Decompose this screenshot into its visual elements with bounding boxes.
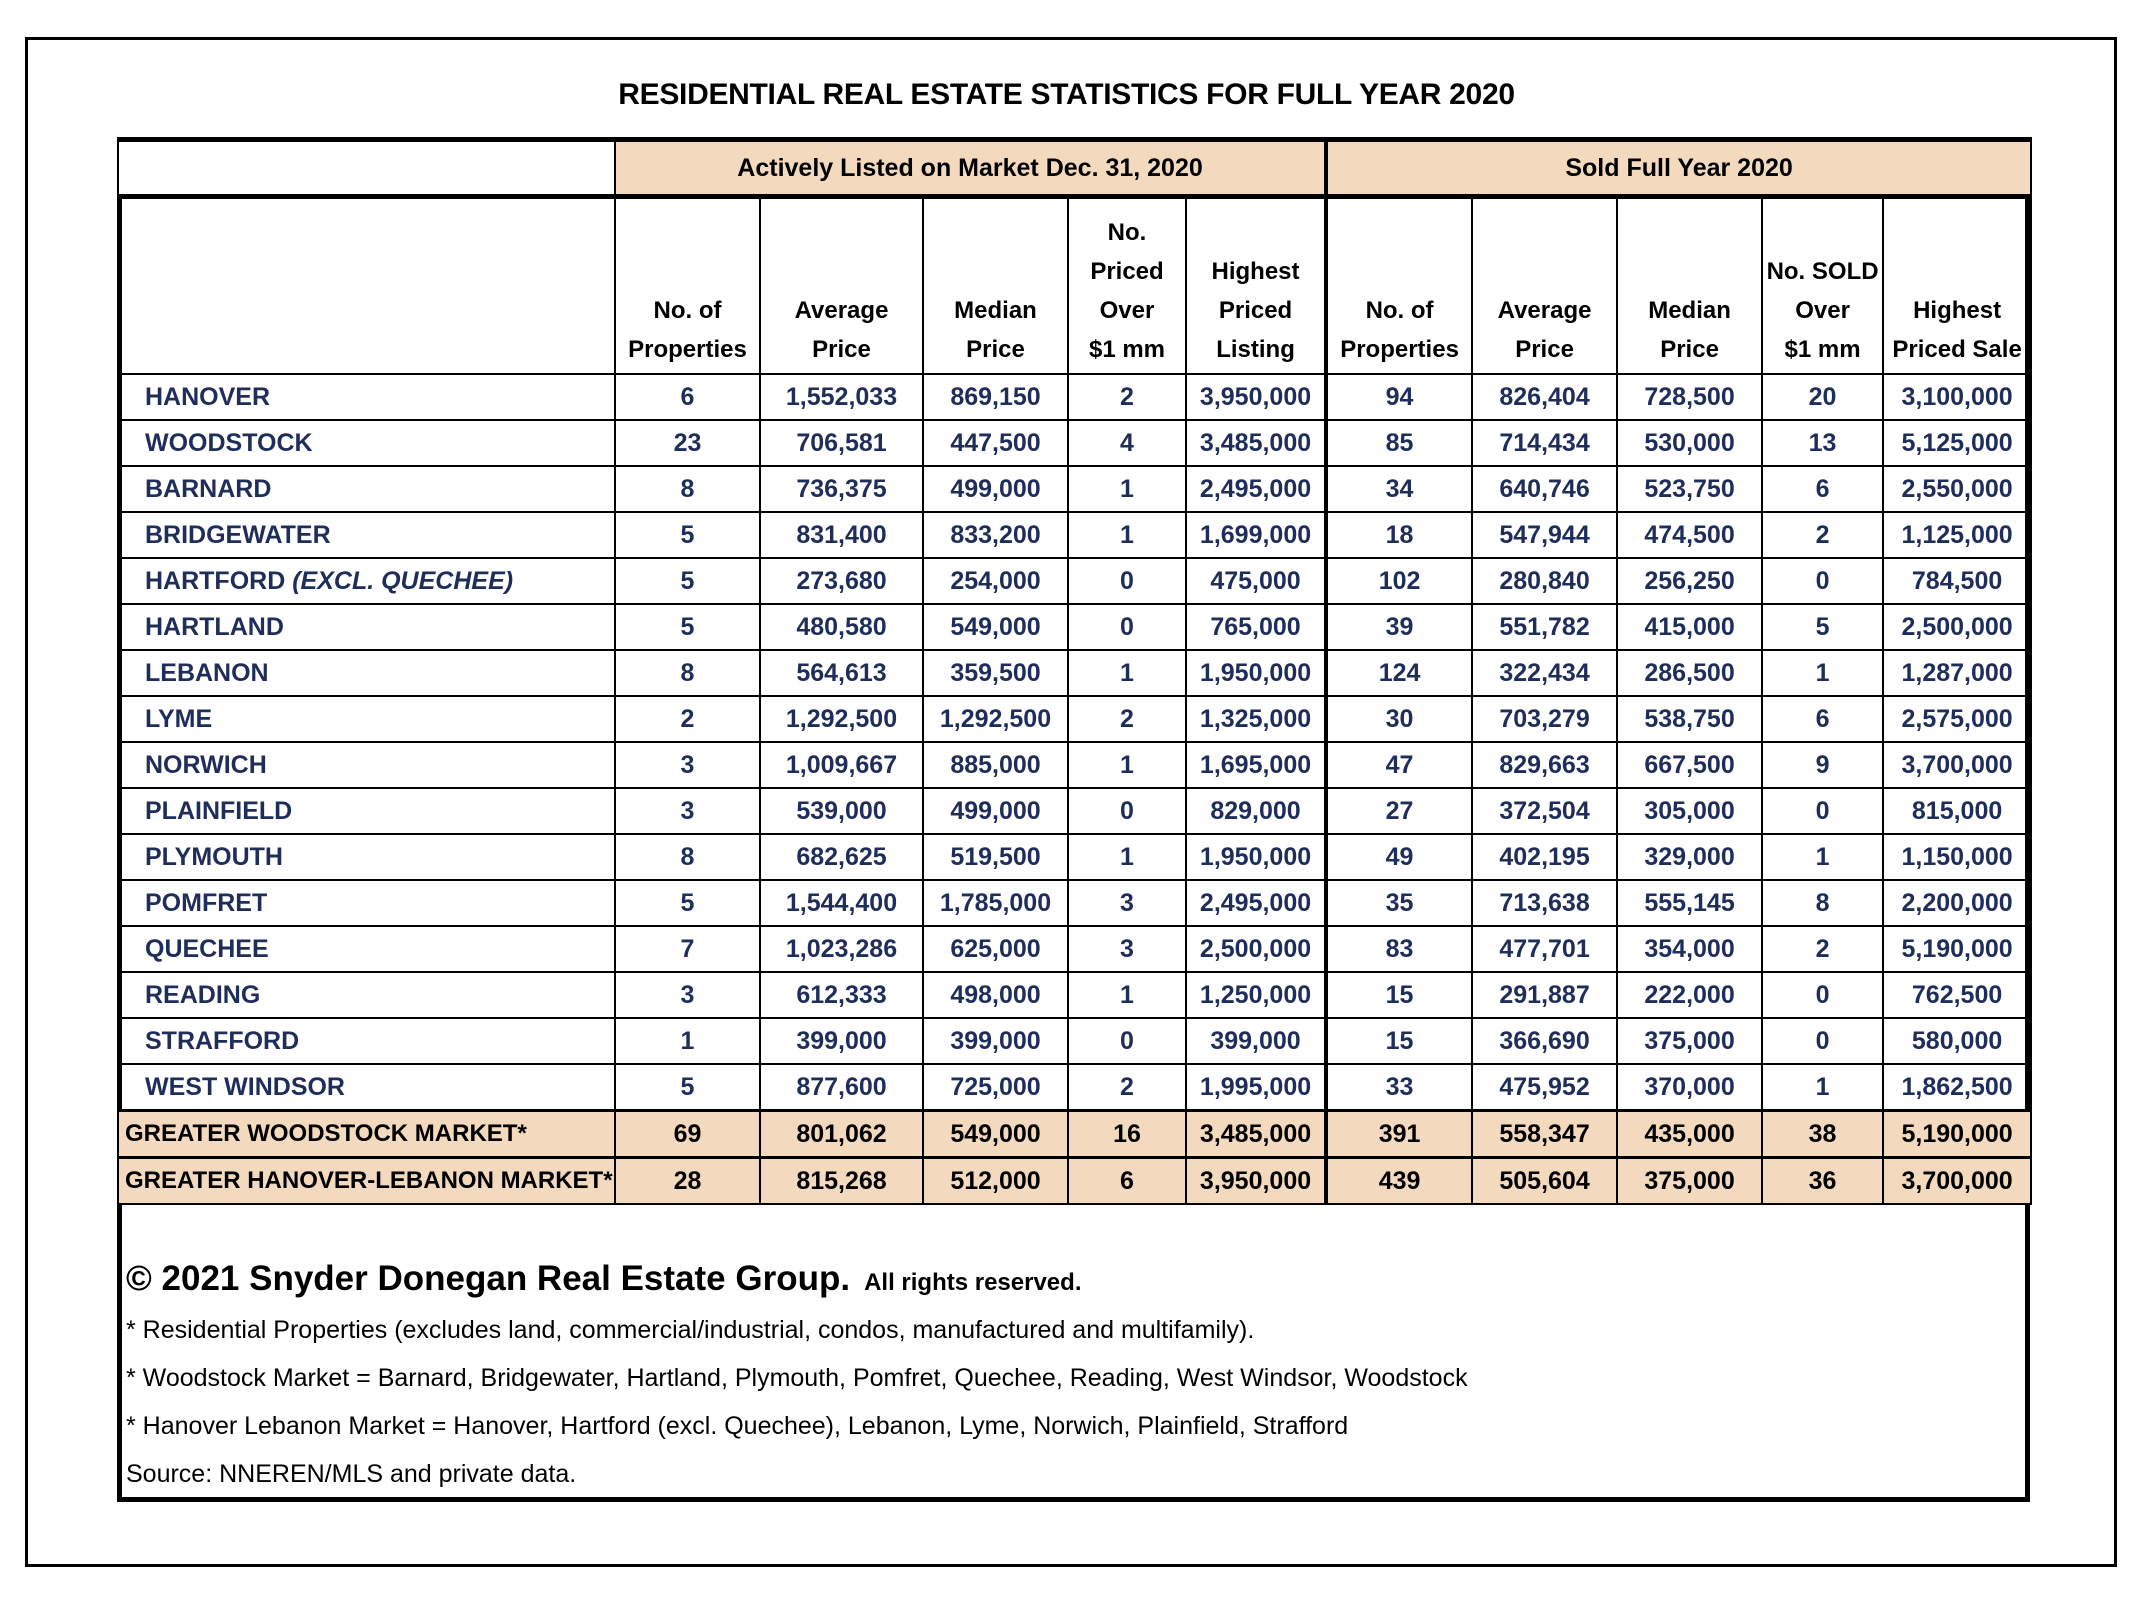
value-cell-a-med: 254,000 bbox=[923, 558, 1068, 604]
value-cell-s-high: 762,500 bbox=[1883, 972, 2031, 1018]
value-cell-s-high: 2,500,000 bbox=[1883, 604, 2031, 650]
value-cell-a-high: 1,695,000 bbox=[1186, 742, 1326, 788]
town-name-cell bbox=[118, 1064, 615, 1111]
value-cell-s-avg: 551,782 bbox=[1472, 604, 1617, 650]
value-cell-s-avg: 713,638 bbox=[1472, 880, 1617, 926]
document-title: RESIDENTIAL REAL ESTATE STATISTICS FOR FULL YEAR 2020 bbox=[618, 78, 1515, 111]
value-cell-a-med: 1,292,500 bbox=[923, 696, 1068, 742]
value-cell-s-props: 15 bbox=[1326, 972, 1472, 1018]
value-cell-s-avg: 829,663 bbox=[1472, 742, 1617, 788]
town-name: POMFRET bbox=[145, 888, 268, 917]
value-cell-s-high: 784,500 bbox=[1883, 558, 2031, 604]
town-note: (EXCL. QUECHEE) bbox=[292, 566, 514, 595]
value-cell-a-props: 5 bbox=[615, 880, 760, 926]
value-cell-s-med: 530,000 bbox=[1617, 420, 1762, 466]
town-name: HARTFORD bbox=[145, 566, 293, 595]
value-cell-a-props: 3 bbox=[615, 972, 760, 1018]
column-header-line: No. of bbox=[1365, 297, 1434, 324]
table-row bbox=[118, 788, 2031, 834]
value-cell-s-avg: 640,746 bbox=[1472, 466, 1617, 512]
value-cell-s-props: 94 bbox=[1326, 374, 1472, 420]
column-header-line: Median bbox=[1648, 297, 1731, 324]
town-name-cell bbox=[118, 696, 615, 742]
value-cell-s-over: 0 bbox=[1762, 972, 1883, 1018]
value-cell-s-avg: 475,952 bbox=[1472, 1064, 1617, 1111]
value-cell-s-high: 5,190,000 bbox=[1883, 926, 2031, 972]
value-cell-s-over: 1 bbox=[1762, 1064, 1883, 1111]
value-cell-a-med: 512,000 bbox=[923, 1158, 1068, 1205]
value-cell-s-props: 27 bbox=[1326, 788, 1472, 834]
value-cell-a-high: 765,000 bbox=[1186, 604, 1326, 650]
value-cell-a-high: 2,495,000 bbox=[1186, 466, 1326, 512]
value-cell-s-high: 2,575,000 bbox=[1883, 696, 2031, 742]
copyright-text: © 2021 Snyder Donegan Real Estate Group. bbox=[126, 1259, 851, 1298]
value-cell-s-props: 83 bbox=[1326, 926, 1472, 972]
value-cell-a-avg: 612,333 bbox=[760, 972, 923, 1018]
value-cell-s-props: 35 bbox=[1326, 880, 1472, 926]
value-cell-s-props: 15 bbox=[1326, 1018, 1472, 1064]
value-cell-s-high: 1,150,000 bbox=[1883, 834, 2031, 880]
town-name: GREATER HANOVER-LEBANON MARKET* bbox=[125, 1167, 613, 1194]
value-cell-s-avg: 372,504 bbox=[1472, 788, 1617, 834]
column-header-s-avg bbox=[1472, 197, 1617, 375]
town-name-cell bbox=[118, 420, 615, 466]
column-header-line: Average bbox=[794, 297, 889, 324]
table-row bbox=[118, 742, 2031, 788]
value-cell-s-over: 2 bbox=[1762, 926, 1883, 972]
value-cell-a-over: 2 bbox=[1068, 696, 1186, 742]
town-name: BARNARD bbox=[145, 474, 272, 503]
value-cell-s-props: 439 bbox=[1326, 1158, 1472, 1205]
value-cell-a-props: 3 bbox=[615, 788, 760, 834]
town-name-cell bbox=[118, 926, 615, 972]
table-row bbox=[118, 512, 2031, 558]
column-header-line: Priced bbox=[1090, 258, 1164, 285]
value-cell-a-over: 1 bbox=[1068, 512, 1186, 558]
value-cell-s-over: 0 bbox=[1762, 1018, 1883, 1064]
value-cell-a-props: 69 bbox=[615, 1111, 760, 1158]
value-cell-s-med: 354,000 bbox=[1617, 926, 1762, 972]
town-name-cell bbox=[118, 558, 615, 604]
value-cell-a-high: 3,485,000 bbox=[1186, 420, 1326, 466]
value-cell-a-high: 3,950,000 bbox=[1186, 1158, 1326, 1205]
value-cell-s-med: 256,250 bbox=[1617, 558, 1762, 604]
group-header-sold: Sold Full Year 2020 bbox=[1326, 140, 2031, 197]
value-cell-a-avg: 1,292,500 bbox=[760, 696, 923, 742]
value-cell-a-med: 499,000 bbox=[923, 788, 1068, 834]
value-cell-a-avg: 831,400 bbox=[760, 512, 923, 558]
footer bbox=[126, 1252, 2006, 1498]
column-header-line: Over bbox=[1099, 297, 1155, 324]
value-cell-a-med: 519,500 bbox=[923, 834, 1068, 880]
column-header-line: Properties bbox=[628, 336, 747, 363]
value-cell-s-med: 474,500 bbox=[1617, 512, 1762, 558]
value-cell-a-med: 885,000 bbox=[923, 742, 1068, 788]
value-cell-a-med: 447,500 bbox=[923, 420, 1068, 466]
value-cell-a-avg: 815,268 bbox=[760, 1158, 923, 1205]
value-cell-a-avg: 480,580 bbox=[760, 604, 923, 650]
value-cell-a-over: 1 bbox=[1068, 742, 1186, 788]
value-cell-a-high: 1,250,000 bbox=[1186, 972, 1326, 1018]
value-cell-a-avg: 1,544,400 bbox=[760, 880, 923, 926]
value-cell-s-avg: 477,701 bbox=[1472, 926, 1617, 972]
group-header-blank bbox=[118, 140, 615, 197]
column-header-s-high bbox=[1883, 197, 2031, 375]
value-cell-a-props: 8 bbox=[615, 650, 760, 696]
value-cell-s-props: 391 bbox=[1326, 1111, 1472, 1158]
table-row bbox=[118, 1064, 2031, 1111]
value-cell-s-avg: 366,690 bbox=[1472, 1018, 1617, 1064]
value-cell-s-high: 1,862,500 bbox=[1883, 1064, 2031, 1111]
statistics-table bbox=[117, 137, 2032, 1205]
value-cell-a-high: 1,950,000 bbox=[1186, 650, 1326, 696]
value-cell-s-med: 728,500 bbox=[1617, 374, 1762, 420]
value-cell-s-high: 580,000 bbox=[1883, 1018, 2031, 1064]
town-name: WEST WINDSOR bbox=[145, 1072, 345, 1101]
town-name: LEBANON bbox=[145, 658, 269, 687]
value-cell-a-over: 6 bbox=[1068, 1158, 1186, 1205]
value-cell-a-props: 5 bbox=[615, 604, 760, 650]
value-cell-s-over: 36 bbox=[1762, 1158, 1883, 1205]
value-cell-s-over: 6 bbox=[1762, 696, 1883, 742]
value-cell-s-med: 375,000 bbox=[1617, 1018, 1762, 1064]
value-cell-a-avg: 273,680 bbox=[760, 558, 923, 604]
column-header-a-over bbox=[1068, 197, 1186, 375]
value-cell-s-high: 2,200,000 bbox=[1883, 880, 2031, 926]
value-cell-a-over: 1 bbox=[1068, 466, 1186, 512]
value-cell-a-over: 4 bbox=[1068, 420, 1186, 466]
value-cell-s-props: 34 bbox=[1326, 466, 1472, 512]
value-cell-s-med: 370,000 bbox=[1617, 1064, 1762, 1111]
footnote-source: Source: NNEREN/MLS and private data. bbox=[126, 1460, 577, 1488]
town-name-cell bbox=[118, 604, 615, 650]
value-cell-a-avg: 877,600 bbox=[760, 1064, 923, 1111]
town-name-cell bbox=[118, 834, 615, 880]
column-header-a-avg bbox=[760, 197, 923, 375]
column-header-line: Highest bbox=[1211, 258, 1300, 285]
value-cell-a-props: 5 bbox=[615, 512, 760, 558]
value-cell-s-high: 1,287,000 bbox=[1883, 650, 2031, 696]
total-row bbox=[118, 1111, 2031, 1158]
value-cell-s-over: 0 bbox=[1762, 788, 1883, 834]
value-cell-s-over: 0 bbox=[1762, 558, 1883, 604]
column-header-line: Median bbox=[954, 297, 1037, 324]
value-cell-a-avg: 1,023,286 bbox=[760, 926, 923, 972]
value-cell-s-avg: 714,434 bbox=[1472, 420, 1617, 466]
town-name: QUECHEE bbox=[145, 934, 269, 963]
table-row bbox=[118, 650, 2031, 696]
value-cell-s-props: 49 bbox=[1326, 834, 1472, 880]
town-name: STRAFFORD bbox=[145, 1026, 300, 1055]
value-cell-s-avg: 280,840 bbox=[1472, 558, 1617, 604]
value-cell-a-props: 3 bbox=[615, 742, 760, 788]
town-name-cell bbox=[118, 512, 615, 558]
value-cell-s-med: 555,145 bbox=[1617, 880, 1762, 926]
table-row bbox=[118, 696, 2031, 742]
table-row bbox=[118, 1018, 2031, 1064]
value-cell-s-med: 667,500 bbox=[1617, 742, 1762, 788]
column-header-row bbox=[118, 197, 2031, 375]
value-cell-s-high: 3,100,000 bbox=[1883, 374, 2031, 420]
table-body bbox=[118, 374, 2031, 1204]
column-header-line: Price bbox=[966, 336, 1025, 363]
table-row bbox=[118, 972, 2031, 1018]
value-cell-s-props: 85 bbox=[1326, 420, 1472, 466]
value-cell-a-high: 3,950,000 bbox=[1186, 374, 1326, 420]
value-cell-a-high: 1,950,000 bbox=[1186, 834, 1326, 880]
value-cell-a-high: 2,495,000 bbox=[1186, 880, 1326, 926]
value-cell-s-props: 18 bbox=[1326, 512, 1472, 558]
value-cell-a-props: 23 bbox=[615, 420, 760, 466]
column-header-a-props bbox=[615, 197, 760, 375]
footnote-hanover-lebanon-market: * Hanover Lebanon Market = Hanover, Hartford (excl. Quechee), Lebanon, Lyme, Norwich, Plainfield, Strafford bbox=[126, 1412, 1349, 1440]
value-cell-a-med: 549,000 bbox=[923, 1111, 1068, 1158]
value-cell-s-avg: 505,604 bbox=[1472, 1158, 1617, 1205]
group-header-active: Actively Listed on Market Dec. 31, 2020 bbox=[615, 140, 1326, 197]
value-cell-s-props: 124 bbox=[1326, 650, 1472, 696]
value-cell-s-over: 38 bbox=[1762, 1111, 1883, 1158]
value-cell-a-high: 1,325,000 bbox=[1186, 696, 1326, 742]
value-cell-s-high: 815,000 bbox=[1883, 788, 2031, 834]
value-cell-s-over: 1 bbox=[1762, 834, 1883, 880]
column-header-line: Average bbox=[1497, 297, 1592, 324]
value-cell-a-over: 0 bbox=[1068, 558, 1186, 604]
value-cell-a-med: 359,500 bbox=[923, 650, 1068, 696]
value-cell-a-med: 725,000 bbox=[923, 1064, 1068, 1111]
town-name: PLAINFIELD bbox=[145, 796, 293, 825]
column-header-line: No. bbox=[1107, 219, 1147, 246]
column-header-line: Priced bbox=[1218, 297, 1293, 324]
value-cell-a-over: 1 bbox=[1068, 650, 1186, 696]
value-cell-s-avg: 703,279 bbox=[1472, 696, 1617, 742]
value-cell-a-med: 833,200 bbox=[923, 512, 1068, 558]
value-cell-s-avg: 291,887 bbox=[1472, 972, 1617, 1018]
value-cell-a-props: 28 bbox=[615, 1158, 760, 1205]
town-name: GREATER WOODSTOCK MARKET* bbox=[125, 1120, 527, 1147]
value-cell-s-high: 3,700,000 bbox=[1883, 1158, 2031, 1205]
column-header-s-props bbox=[1326, 197, 1472, 375]
value-cell-s-avg: 402,195 bbox=[1472, 834, 1617, 880]
value-cell-a-props: 7 bbox=[615, 926, 760, 972]
value-cell-s-avg: 558,347 bbox=[1472, 1111, 1617, 1158]
value-cell-s-over: 13 bbox=[1762, 420, 1883, 466]
value-cell-s-props: 47 bbox=[1326, 742, 1472, 788]
value-cell-s-med: 415,000 bbox=[1617, 604, 1762, 650]
value-cell-s-med: 435,000 bbox=[1617, 1111, 1762, 1158]
value-cell-a-props: 8 bbox=[615, 834, 760, 880]
value-cell-a-over: 2 bbox=[1068, 1064, 1186, 1111]
value-cell-a-over: 0 bbox=[1068, 1018, 1186, 1064]
value-cell-s-props: 39 bbox=[1326, 604, 1472, 650]
value-cell-a-med: 499,000 bbox=[923, 466, 1068, 512]
value-cell-a-avg: 736,375 bbox=[760, 466, 923, 512]
copyright-line bbox=[126, 1252, 2006, 1306]
table-row bbox=[118, 834, 2031, 880]
value-cell-a-med: 869,150 bbox=[923, 374, 1068, 420]
value-cell-a-high: 829,000 bbox=[1186, 788, 1326, 834]
town-name: HARTLAND bbox=[145, 612, 284, 641]
town-name-cell bbox=[118, 374, 615, 420]
value-cell-a-over: 2 bbox=[1068, 374, 1186, 420]
value-cell-a-props: 1 bbox=[615, 1018, 760, 1064]
column-header-s-med bbox=[1617, 197, 1762, 375]
town-name: LYME bbox=[145, 704, 213, 733]
column-header-line: Price bbox=[1660, 336, 1719, 363]
value-cell-a-over: 0 bbox=[1068, 604, 1186, 650]
town-name: PLYMOUTH bbox=[145, 842, 283, 871]
value-cell-s-over: 9 bbox=[1762, 742, 1883, 788]
town-name: WOODSTOCK bbox=[145, 428, 313, 457]
table-row bbox=[118, 604, 2031, 650]
table-row bbox=[118, 880, 2031, 926]
value-cell-a-med: 399,000 bbox=[923, 1018, 1068, 1064]
town-name-cell bbox=[118, 742, 615, 788]
value-cell-s-med: 523,750 bbox=[1617, 466, 1762, 512]
footnote-woodstock-market: * Woodstock Market = Barnard, Bridgewater, Hartland, Plymouth, Pomfret, Quechee, Reading, West Windsor, Woodstock bbox=[126, 1364, 1468, 1392]
value-cell-s-props: 30 bbox=[1326, 696, 1472, 742]
column-header-a-med bbox=[923, 197, 1068, 375]
value-cell-s-high: 5,190,000 bbox=[1883, 1111, 2031, 1158]
value-cell-s-high: 3,700,000 bbox=[1883, 742, 2031, 788]
footnote-residential: * Residential Properties (excludes land, commercial/industrial, condos, manufactured and multifamily). bbox=[126, 1316, 1255, 1344]
value-cell-s-over: 6 bbox=[1762, 466, 1883, 512]
value-cell-s-med: 286,500 bbox=[1617, 650, 1762, 696]
value-cell-s-over: 5 bbox=[1762, 604, 1883, 650]
column-header-a-high bbox=[1186, 197, 1326, 375]
value-cell-s-high: 2,550,000 bbox=[1883, 466, 2031, 512]
value-cell-s-avg: 322,434 bbox=[1472, 650, 1617, 696]
value-cell-a-high: 2,500,000 bbox=[1186, 926, 1326, 972]
value-cell-a-high: 1,699,000 bbox=[1186, 512, 1326, 558]
value-cell-a-props: 6 bbox=[615, 374, 760, 420]
column-header-line: Price bbox=[812, 336, 871, 363]
column-header-line: No. of bbox=[653, 297, 722, 324]
value-cell-a-avg: 682,625 bbox=[760, 834, 923, 880]
town-name: NORWICH bbox=[145, 750, 267, 779]
value-cell-a-avg: 706,581 bbox=[760, 420, 923, 466]
value-cell-s-high: 5,125,000 bbox=[1883, 420, 2031, 466]
table-row bbox=[118, 558, 2031, 604]
value-cell-a-high: 1,995,000 bbox=[1186, 1064, 1326, 1111]
value-cell-a-high: 3,485,000 bbox=[1186, 1111, 1326, 1158]
town-name: READING bbox=[145, 980, 261, 1009]
value-cell-a-props: 5 bbox=[615, 558, 760, 604]
column-header-line: $1 mm bbox=[1088, 336, 1166, 363]
value-cell-s-med: 538,750 bbox=[1617, 696, 1762, 742]
total-row bbox=[118, 1158, 2031, 1205]
value-cell-a-over: 3 bbox=[1068, 926, 1186, 972]
rights-text: All rights reserved. bbox=[864, 1269, 1082, 1296]
value-cell-a-high: 475,000 bbox=[1186, 558, 1326, 604]
value-cell-a-avg: 801,062 bbox=[760, 1111, 923, 1158]
table-row bbox=[118, 926, 2031, 972]
column-header-line: Properties bbox=[1340, 336, 1459, 363]
town-name-cell bbox=[118, 1018, 615, 1064]
column-header-line: Highest bbox=[1913, 297, 2002, 324]
column-header-line: Price bbox=[1515, 336, 1574, 363]
value-cell-s-over: 20 bbox=[1762, 374, 1883, 420]
value-cell-a-over: 1 bbox=[1068, 834, 1186, 880]
value-cell-a-avg: 1,552,033 bbox=[760, 374, 923, 420]
value-cell-a-props: 2 bbox=[615, 696, 760, 742]
value-cell-a-med: 1,785,000 bbox=[923, 880, 1068, 926]
value-cell-a-props: 5 bbox=[615, 1064, 760, 1111]
value-cell-s-med: 329,000 bbox=[1617, 834, 1762, 880]
value-cell-a-high: 399,000 bbox=[1186, 1018, 1326, 1064]
value-cell-a-over: 1 bbox=[1068, 972, 1186, 1018]
value-cell-a-props: 8 bbox=[615, 466, 760, 512]
town-name-cell bbox=[118, 1111, 615, 1158]
value-cell-s-avg: 547,944 bbox=[1472, 512, 1617, 558]
town-name: HANOVER bbox=[145, 382, 271, 411]
value-cell-a-avg: 564,613 bbox=[760, 650, 923, 696]
value-cell-s-med: 305,000 bbox=[1617, 788, 1762, 834]
column-header-line: Priced Sale bbox=[1892, 336, 2022, 363]
group-header-row bbox=[118, 140, 2031, 197]
value-cell-a-med: 625,000 bbox=[923, 926, 1068, 972]
value-cell-a-over: 16 bbox=[1068, 1111, 1186, 1158]
town-name-cell bbox=[118, 650, 615, 696]
column-header-town bbox=[118, 197, 615, 375]
value-cell-a-avg: 399,000 bbox=[760, 1018, 923, 1064]
column-header-line: Over bbox=[1795, 297, 1850, 324]
value-cell-a-over: 0 bbox=[1068, 788, 1186, 834]
value-cell-s-avg: 826,404 bbox=[1472, 374, 1617, 420]
value-cell-s-props: 33 bbox=[1326, 1064, 1472, 1111]
value-cell-s-med: 375,000 bbox=[1617, 1158, 1762, 1205]
column-header-line: Listing bbox=[1216, 336, 1295, 363]
town-name-cell bbox=[118, 466, 615, 512]
column-header-line: $1 mm bbox=[1784, 336, 1861, 363]
value-cell-s-over: 2 bbox=[1762, 512, 1883, 558]
value-cell-a-med: 549,000 bbox=[923, 604, 1068, 650]
value-cell-a-over: 3 bbox=[1068, 880, 1186, 926]
table-row bbox=[118, 420, 2031, 466]
town-name-cell bbox=[118, 972, 615, 1018]
town-name-cell bbox=[118, 788, 615, 834]
value-cell-a-med: 498,000 bbox=[923, 972, 1068, 1018]
town-name: BRIDGEWATER bbox=[145, 520, 331, 549]
column-header-s-over bbox=[1762, 197, 1883, 375]
town-name-cell bbox=[118, 880, 615, 926]
column-header-line: No. SOLD bbox=[1766, 258, 1879, 285]
value-cell-s-high: 1,125,000 bbox=[1883, 512, 2031, 558]
value-cell-a-avg: 539,000 bbox=[760, 788, 923, 834]
table-row bbox=[118, 374, 2031, 420]
value-cell-s-props: 102 bbox=[1326, 558, 1472, 604]
town-name-cell bbox=[118, 1158, 615, 1205]
value-cell-s-med: 222,000 bbox=[1617, 972, 1762, 1018]
value-cell-s-over: 1 bbox=[1762, 650, 1883, 696]
value-cell-s-over: 8 bbox=[1762, 880, 1883, 926]
value-cell-a-avg: 1,009,667 bbox=[760, 742, 923, 788]
table-row bbox=[118, 466, 2031, 512]
